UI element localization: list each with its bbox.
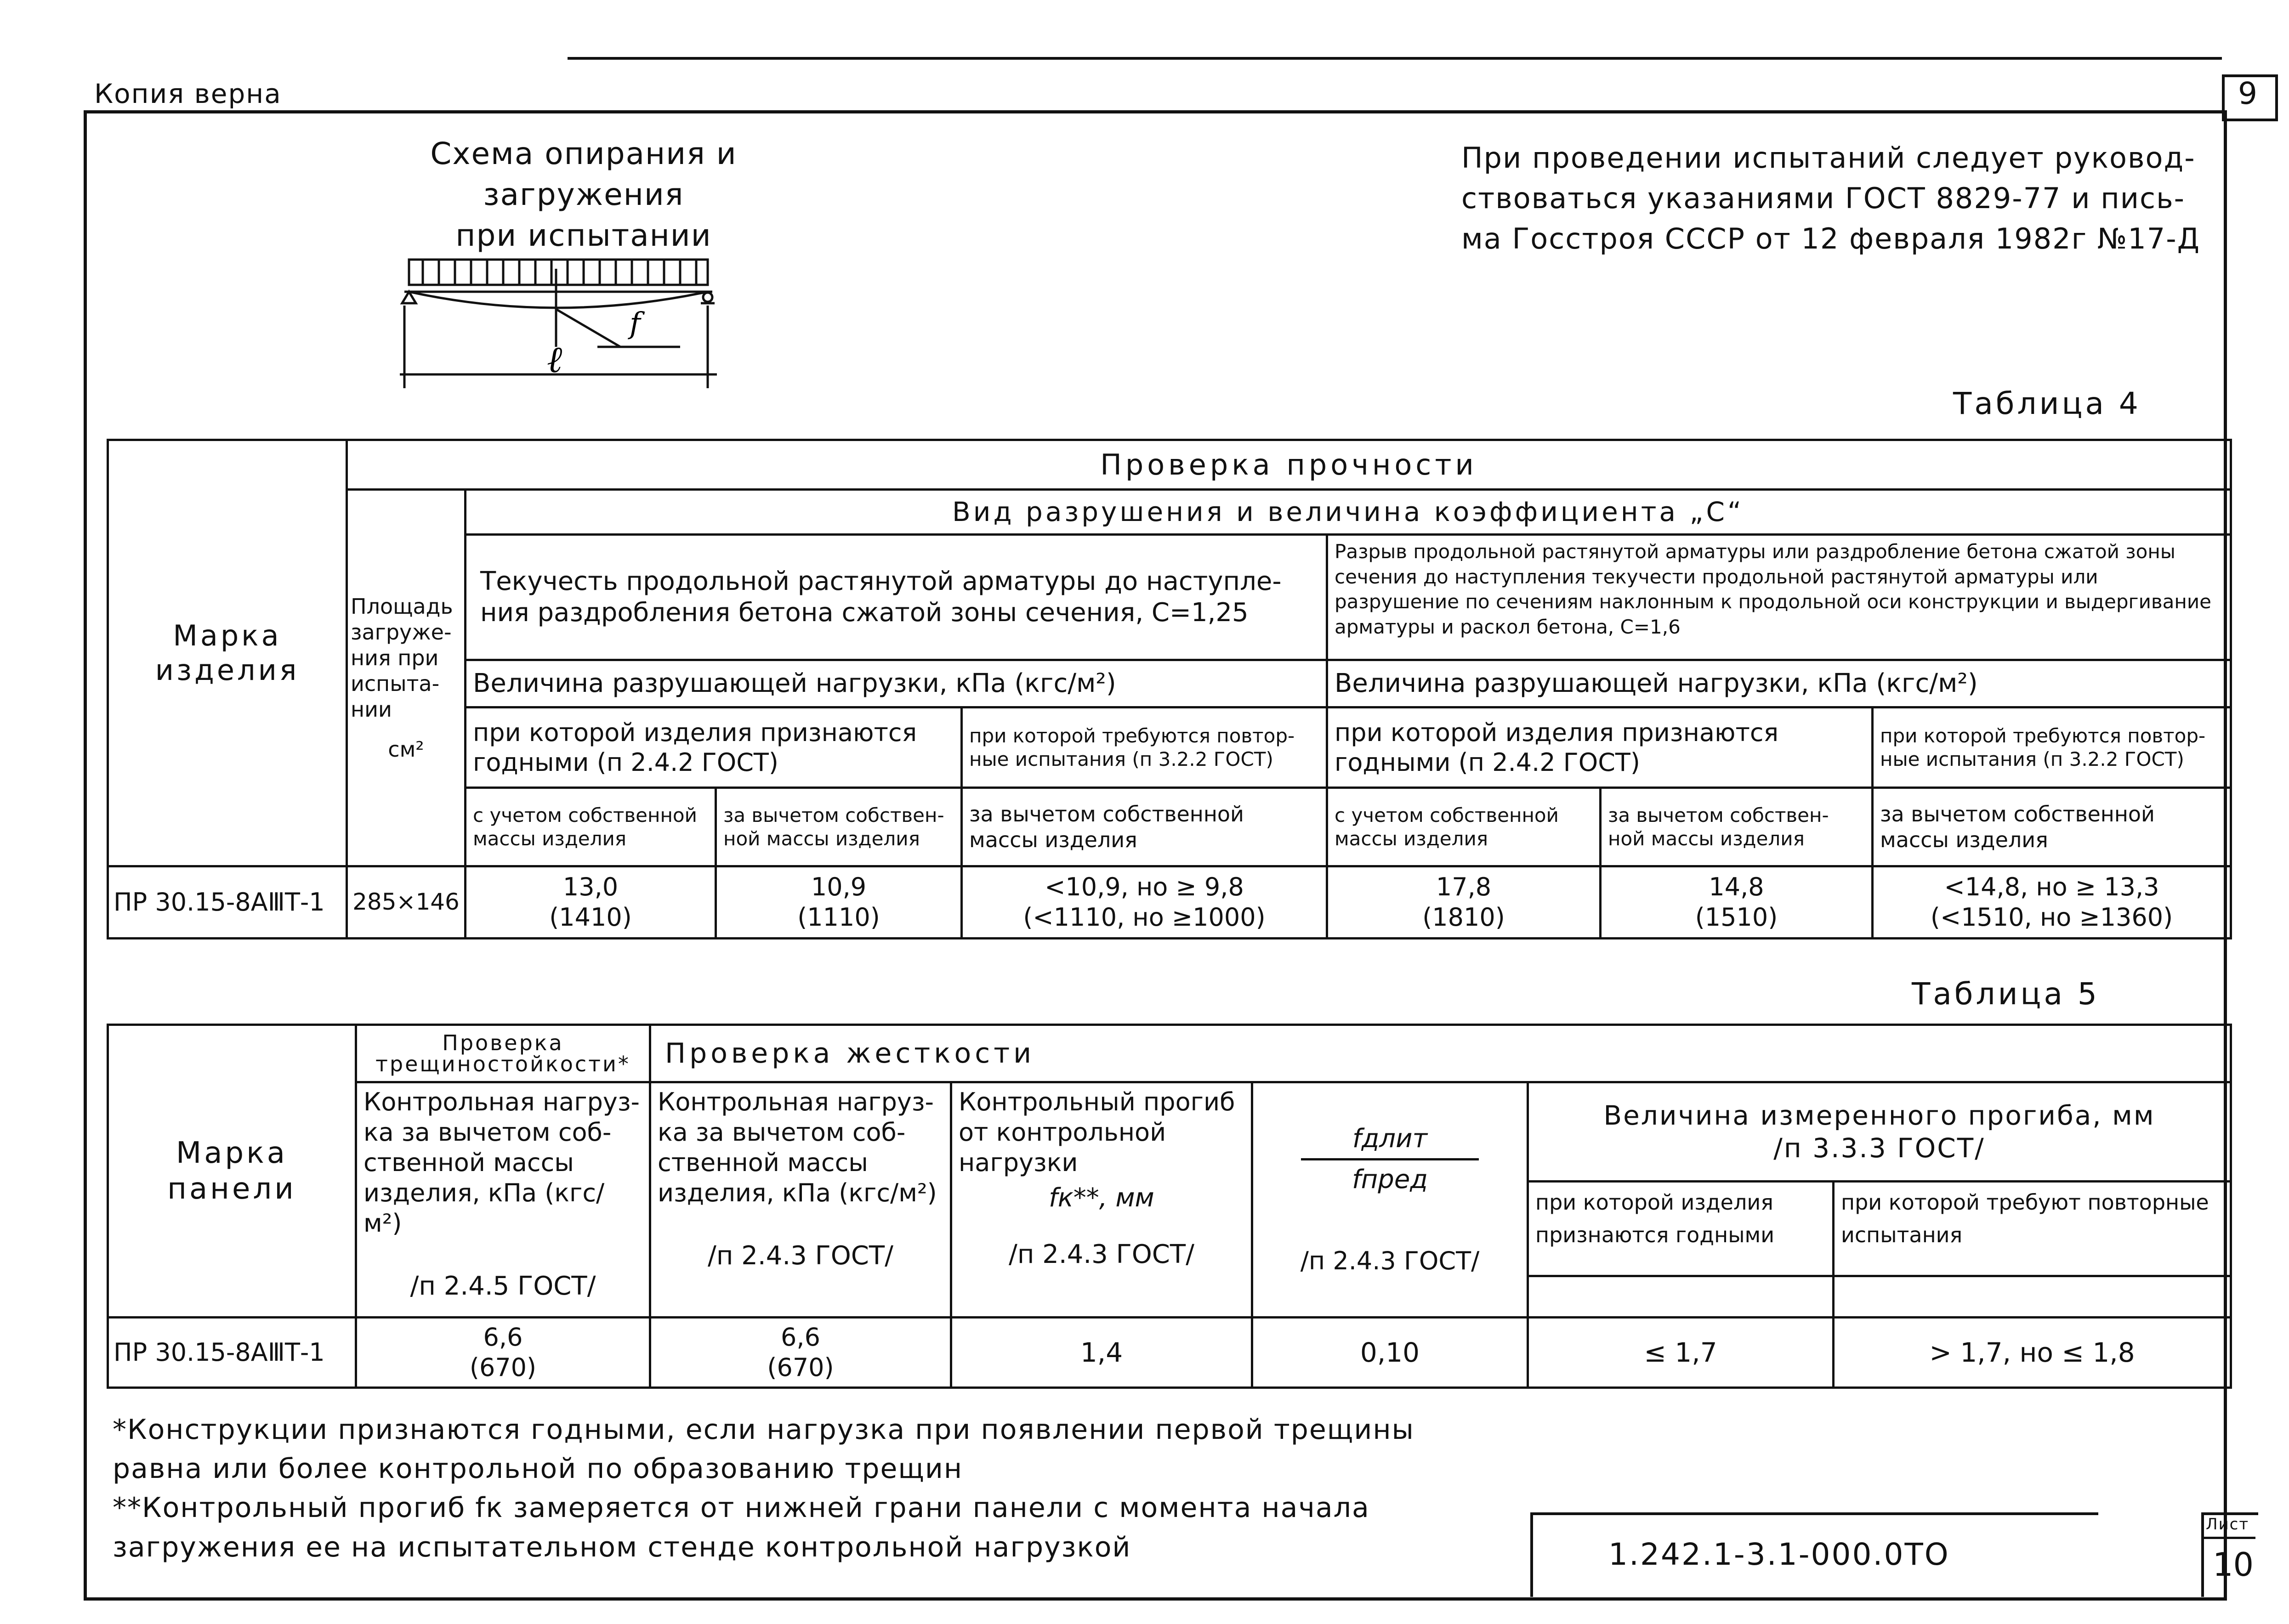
t5-header-m2-tail bbox=[1834, 1276, 2231, 1317]
t4-v5: 14,8 bbox=[1709, 872, 1764, 901]
t4-header-area bbox=[347, 490, 466, 866]
t5-c4-numerator: fдлит bbox=[1352, 1123, 1428, 1154]
t4-cell-v4 bbox=[1327, 866, 1601, 938]
t5-c2: 6,6 bbox=[781, 1323, 820, 1352]
sheet-label-rule bbox=[2201, 1537, 2255, 1539]
t5-header-crack: Проверка трещиностойкости* bbox=[356, 1025, 650, 1082]
table4-strength-check bbox=[107, 439, 2232, 939]
t5-measured-ref: /п 3.3.3 ГОСТ/ bbox=[1773, 1132, 1985, 1164]
t4-header-area-unit: см² bbox=[388, 736, 424, 762]
instruction-line2: ствоваться указаниями ГОСТ 8829-77 и пись- bbox=[1461, 181, 2186, 215]
t5-header-m2: при которой требуют повторные испытания bbox=[1834, 1181, 2231, 1276]
page-number: 9 bbox=[2238, 76, 2257, 111]
t4-v5b: (1510) bbox=[1695, 902, 1778, 932]
t4-cell-area: 285×146 bbox=[347, 866, 466, 938]
t5-header-c4 bbox=[1252, 1082, 1528, 1317]
sheet-number: 10 bbox=[2213, 1546, 2254, 1584]
t4-header-minus-own-retest2: за вычетом собственной массы изделия bbox=[1873, 788, 2231, 866]
t5-measured-text: Величина измеренного прогиба, мм bbox=[1603, 1099, 2155, 1131]
t4-header-mark: Марка изделия bbox=[108, 440, 347, 866]
t5-cell-c1 bbox=[356, 1317, 650, 1387]
span-label: ℓ bbox=[547, 338, 562, 381]
t4-header-case1: Текучесть продольной растянутой арматуры до наступле-ния раздробления бетона сжатой зоны сечения, С=1,25 bbox=[466, 535, 1327, 660]
t4-v2: 10,9 bbox=[811, 872, 867, 901]
t5-cell-c4: 0,10 bbox=[1252, 1317, 1528, 1387]
t5-header-c1 bbox=[356, 1082, 650, 1317]
scheme-title-line2: при испытании bbox=[455, 218, 712, 254]
t4-v1: 13,0 bbox=[562, 872, 619, 901]
scheme-title-line1: Схема опирания и загружения bbox=[430, 136, 737, 213]
t4-cell-v2 bbox=[716, 866, 962, 938]
t5-cell-c3: 1,4 bbox=[951, 1317, 1252, 1387]
t4-cell-v5 bbox=[1601, 866, 1873, 938]
t4-v4b: (1810) bbox=[1422, 902, 1505, 932]
t4-header-case2: Разрыв продольной растянутой арматуры или раздробление бетона сжатой зоны сечения до наступления текучести продольной растянутой арматуры или разрушение по сечениям наклонным к продольной оси конструкции и выдергивание арматуры и раскол бетона, С=1,6 bbox=[1327, 535, 2231, 660]
t5-header-c2 bbox=[650, 1082, 951, 1317]
t5-c3-text: Контрольный прогиб от контрольной нагрузки bbox=[959, 1087, 1235, 1177]
deflection-label: f bbox=[630, 306, 641, 340]
t4-header-load2: Величина разрушающей нагрузки, кПа (кгс/м²) bbox=[1327, 660, 2231, 707]
t5-c3-ref: /п 2.4.3 ГОСТ/ bbox=[1009, 1239, 1194, 1270]
copy-note: Копия верна bbox=[94, 78, 282, 109]
footnotes bbox=[113, 1410, 1414, 1567]
t4-v3: <10,9, но ≥ 9,8 bbox=[1045, 872, 1244, 901]
t5-cell-m1: ≤ 1,7 bbox=[1528, 1317, 1834, 1387]
t4-header-retest1: при которой требуются повтор-ные испытания (п 3.2.2 ГОСТ) bbox=[962, 707, 1327, 788]
sheet-label: Лист bbox=[2206, 1515, 2249, 1533]
table-row bbox=[108, 866, 2231, 938]
t4-v1b: (1410) bbox=[549, 902, 632, 932]
t5-header-stiffness: Проверка жесткости bbox=[650, 1025, 2231, 1082]
t5-c1-ref: /п 2.4.5 ГОСТ/ bbox=[410, 1271, 596, 1301]
t4-v3b: (<1110, но ≥1000) bbox=[1023, 902, 1266, 932]
table4-caption: Таблица 4 bbox=[1953, 386, 2141, 421]
t4-header-area-text: Площадь загруже-ния при испыта-нии bbox=[351, 594, 453, 722]
t5-cell-mark: ПР 30.15-8АⅢТ-1 bbox=[108, 1317, 356, 1387]
t4-header-fit1: при которой изделия признаются годными (п 2.4.2 ГОСТ) bbox=[466, 707, 962, 788]
t4-header-strength: Проверка прочности bbox=[347, 440, 2231, 490]
t4-v6b: (<1510, но ≥1360) bbox=[1930, 902, 2173, 932]
t5-c2b: (670) bbox=[767, 1352, 834, 1382]
t4-cell-v1 bbox=[466, 866, 716, 938]
footnote-2b: загружения ее на испытательном стенде контрольной нагрузкой bbox=[113, 1531, 1131, 1563]
footnote-1b: равна или более контрольной по образованию трещин bbox=[113, 1453, 963, 1485]
t4-header-with-own2: с учетом собственной массы изделия bbox=[1327, 788, 1601, 866]
t4-cell-v6 bbox=[1873, 866, 2231, 938]
t4-header-retest2: при которой требуются повтор-ные испытания (п 3.2.2 ГОСТ) bbox=[1873, 707, 2231, 788]
t5-cell-c2 bbox=[650, 1317, 951, 1387]
t4-header-load1: Величина разрушающей нагрузки, кПа (кгс/м²) bbox=[466, 660, 1327, 707]
t5-c3-symbol: fк**, мм bbox=[1049, 1183, 1154, 1213]
loading-scheme-diagram bbox=[395, 255, 726, 397]
t5-cell-m2: > 1,7, но ≤ 1,8 bbox=[1834, 1317, 2231, 1387]
t5-header-m1: при которой изделия признаются годными bbox=[1528, 1181, 1834, 1276]
t5-header-measured bbox=[1528, 1082, 2231, 1182]
t4-header-minus-own1: за вычетом собствен-ной массы изделия bbox=[716, 788, 962, 866]
footnote-1a: *Конструкции признаются годными, если нагрузка при появлении первой трещины bbox=[113, 1414, 1414, 1446]
t5-header-c3 bbox=[951, 1082, 1252, 1317]
t4-header-minus-own2: за вычетом собствен-ной массы изделия bbox=[1601, 788, 1873, 866]
test-instruction bbox=[1461, 138, 2200, 259]
top-rule bbox=[568, 57, 2222, 60]
table-row bbox=[108, 1317, 2231, 1387]
t5-c4-fraction-bar bbox=[1301, 1158, 1479, 1160]
t5-c4-denominator: fпред bbox=[1352, 1165, 1428, 1195]
t4-cell-mark: ПР 30.15-8АⅢТ-1 bbox=[108, 866, 347, 938]
t5-c4-ref: /п 2.4.3 ГОСТ/ bbox=[1300, 1246, 1480, 1276]
table5-caption: Таблица 5 bbox=[1912, 976, 2100, 1012]
footnote-2a: **Контрольный прогиб fк замеряется от нижней грани панели с момента начала bbox=[113, 1492, 1370, 1524]
t4-v6: <14,8, но ≥ 13,3 bbox=[1944, 872, 2159, 901]
t4-v2b: (1110) bbox=[797, 902, 880, 932]
t4-v4: 17,8 bbox=[1436, 872, 1492, 901]
t4-header-with-own1: с учетом собственной массы изделия bbox=[466, 788, 716, 866]
t4-cell-v3 bbox=[962, 866, 1327, 938]
t5-c2-text: Контрольная нагруз-ка за вычетом соб-ственной массы изделия, кПа (кгс/м²) bbox=[658, 1087, 937, 1207]
t4-header-failure-type: Вид разрушения и величина коэффициента „С“ bbox=[466, 490, 2231, 535]
table5-crack-stiffness-check bbox=[107, 1024, 2232, 1389]
t5-header-mark: Марка панели bbox=[108, 1025, 356, 1318]
t5-header-m1-tail bbox=[1528, 1276, 1834, 1317]
t5-c1-text: Контрольная нагруз-ка за вычетом соб-ственной массы изделия, кПа (кгс/м²) bbox=[364, 1087, 640, 1238]
instruction-line1: При проведении испытаний следует руковод- bbox=[1461, 141, 2196, 175]
t5-c1: 6,6 bbox=[483, 1323, 523, 1352]
t5-c1b: (670) bbox=[469, 1352, 537, 1382]
t4-header-minus-own-retest1: за вычетом собственной массы изделия bbox=[962, 788, 1327, 866]
document-code: 1.242.1-3.1-000.0ТО bbox=[1608, 1537, 1950, 1572]
instruction-line3: ма Госстроя СССР от 12 февраля 1982г №17-Д bbox=[1461, 222, 2201, 256]
t5-c2-ref: /п 2.4.3 ГОСТ/ bbox=[708, 1240, 893, 1271]
t4-header-fit2: при которой изделия признаются годными (п 2.4.2 ГОСТ) bbox=[1327, 707, 1873, 788]
scheme-title bbox=[331, 133, 836, 256]
